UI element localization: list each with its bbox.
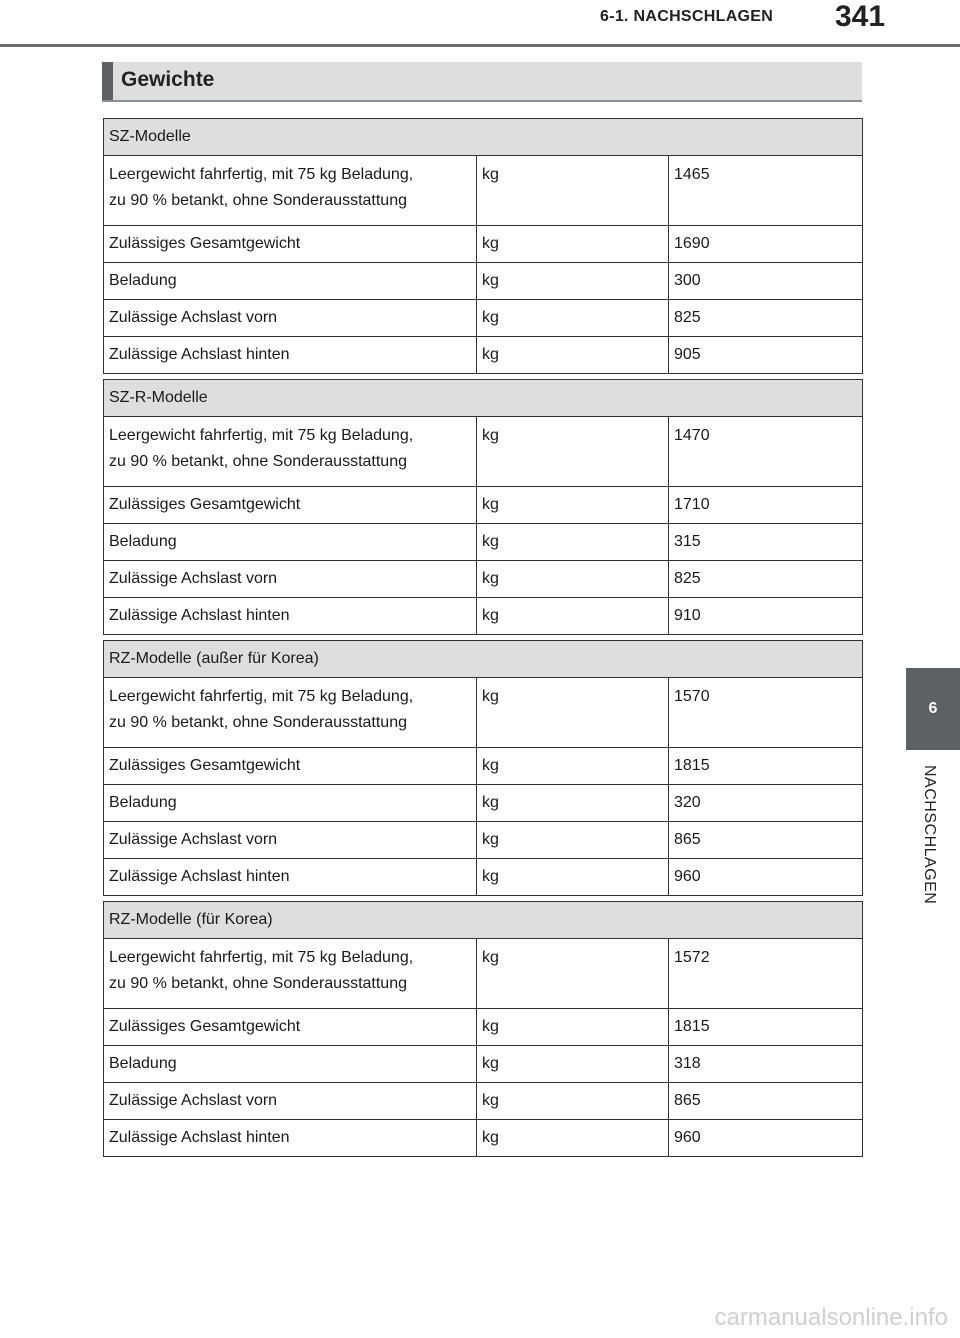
row-label-line: zu 90 % betankt, ohne Sonderausstattung: [109, 453, 407, 470]
row-label-line: Leergewicht fahrfertig, mit 75 kg Beladung,: [109, 166, 414, 183]
row-unit: kg: [477, 822, 669, 859]
weights-table-rz-ex-korea: [103, 640, 863, 896]
row-value: 1572: [669, 939, 863, 1009]
row-value: 318: [669, 1046, 863, 1083]
row-unit: kg: [477, 337, 669, 374]
row-value: 320: [669, 785, 863, 822]
row-label: Zulässige Achslast hinten: [104, 1120, 477, 1157]
row-unit: kg: [477, 785, 669, 822]
header-divider: [0, 44, 960, 47]
row-unit: kg: [477, 748, 669, 785]
row-unit: kg: [477, 939, 669, 1009]
table-heading: SZ-R-Modelle: [104, 380, 863, 417]
row-label-line: zu 90 % betankt, ohne Sonderausstattung: [109, 192, 407, 209]
row-unit: kg: [477, 156, 669, 226]
row-label: Zulässiges Gesamtgewicht: [104, 1009, 477, 1046]
table-row: [104, 337, 863, 374]
row-label: [104, 939, 477, 1009]
table-row: [104, 156, 863, 226]
row-unit: kg: [477, 300, 669, 337]
table-row: [104, 226, 863, 263]
table-row: [104, 1046, 863, 1083]
row-value: 1470: [669, 417, 863, 487]
table-heading: RZ-Modelle (außer für Korea): [104, 641, 863, 678]
section-banner: [102, 62, 862, 102]
watermark: carmanualsonline.info: [714, 1304, 948, 1331]
row-label: Zulässige Achslast vorn: [104, 300, 477, 337]
row-label: Zulässige Achslast hinten: [104, 337, 477, 374]
row-unit: kg: [477, 859, 669, 896]
table-heading: SZ-Modelle: [104, 119, 863, 156]
row-value: 1710: [669, 487, 863, 524]
row-label-line: Leergewicht fahrfertig, mit 75 kg Beladung,: [109, 427, 414, 444]
row-unit: kg: [477, 487, 669, 524]
row-unit: kg: [477, 417, 669, 487]
row-unit: kg: [477, 1046, 669, 1083]
row-label: Zulässige Achslast hinten: [104, 598, 477, 635]
row-value: 910: [669, 598, 863, 635]
row-unit: kg: [477, 561, 669, 598]
row-unit: kg: [477, 678, 669, 748]
row-label: Zulässige Achslast hinten: [104, 859, 477, 896]
row-label-line: Leergewicht fahrfertig, mit 75 kg Beladung,: [109, 949, 414, 966]
row-unit: kg: [477, 1009, 669, 1046]
table-row: [104, 1009, 863, 1046]
row-value: 1815: [669, 748, 863, 785]
table-row: [104, 822, 863, 859]
row-unit: kg: [477, 524, 669, 561]
row-value: 960: [669, 859, 863, 896]
row-value: 1570: [669, 678, 863, 748]
table-row: [104, 598, 863, 635]
table-row: [104, 524, 863, 561]
row-label: Beladung: [104, 1046, 477, 1083]
row-value: 865: [669, 1083, 863, 1120]
table-row: [104, 785, 863, 822]
table-row: [104, 561, 863, 598]
table-row: [104, 1120, 863, 1157]
table-row: [104, 487, 863, 524]
row-label: Zulässige Achslast vorn: [104, 561, 477, 598]
table-row: [104, 859, 863, 896]
row-label: Zulässige Achslast vorn: [104, 1083, 477, 1120]
table-row: [104, 417, 863, 487]
row-value: 315: [669, 524, 863, 561]
table-row: [104, 263, 863, 300]
row-label: Zulässiges Gesamtgewicht: [104, 226, 477, 263]
row-label-line: Leergewicht fahrfertig, mit 75 kg Beladung,: [109, 688, 414, 705]
row-label-line: zu 90 % betankt, ohne Sonderausstattung: [109, 714, 407, 731]
weights-table-sz-r: [103, 379, 863, 635]
row-label: Zulässige Achslast vorn: [104, 822, 477, 859]
weights-table-rz-korea: [103, 901, 863, 1157]
table-row: [104, 300, 863, 337]
row-label: Beladung: [104, 263, 477, 300]
row-label: Zulässiges Gesamtgewicht: [104, 487, 477, 524]
chapter-side-label: NACHSCHLAGEN: [921, 765, 938, 905]
table-row: [104, 939, 863, 1009]
table-row: [104, 748, 863, 785]
page-number: 341: [835, 0, 886, 33]
row-label: [104, 417, 477, 487]
row-label: [104, 678, 477, 748]
row-value: 905: [669, 337, 863, 374]
row-label-line: zu 90 % betankt, ohne Sonderausstattung: [109, 975, 407, 992]
row-label: Beladung: [104, 524, 477, 561]
chapter-tab-number: 6: [928, 700, 938, 717]
chapter-tab: [906, 668, 960, 750]
table-heading: RZ-Modelle (für Korea): [104, 902, 863, 939]
table-row: [104, 678, 863, 748]
row-label: Zulässiges Gesamtgewicht: [104, 748, 477, 785]
chapter-header-title: 6-1. NACHSCHLAGEN: [600, 8, 774, 25]
row-label: [104, 156, 477, 226]
table-row: [104, 1083, 863, 1120]
row-value: 865: [669, 822, 863, 859]
row-value: 300: [669, 263, 863, 300]
section-banner-accent: [102, 62, 113, 100]
row-value: 825: [669, 561, 863, 598]
section-title: Gewichte: [121, 68, 215, 91]
row-value: 825: [669, 300, 863, 337]
row-unit: kg: [477, 1083, 669, 1120]
row-value: 1690: [669, 226, 863, 263]
row-value: 1815: [669, 1009, 863, 1046]
row-value: 960: [669, 1120, 863, 1157]
row-value: 1465: [669, 156, 863, 226]
row-unit: kg: [477, 226, 669, 263]
weights-table-sz: [103, 118, 863, 374]
row-unit: kg: [477, 1120, 669, 1157]
row-unit: kg: [477, 598, 669, 635]
row-unit: kg: [477, 263, 669, 300]
row-label: Beladung: [104, 785, 477, 822]
